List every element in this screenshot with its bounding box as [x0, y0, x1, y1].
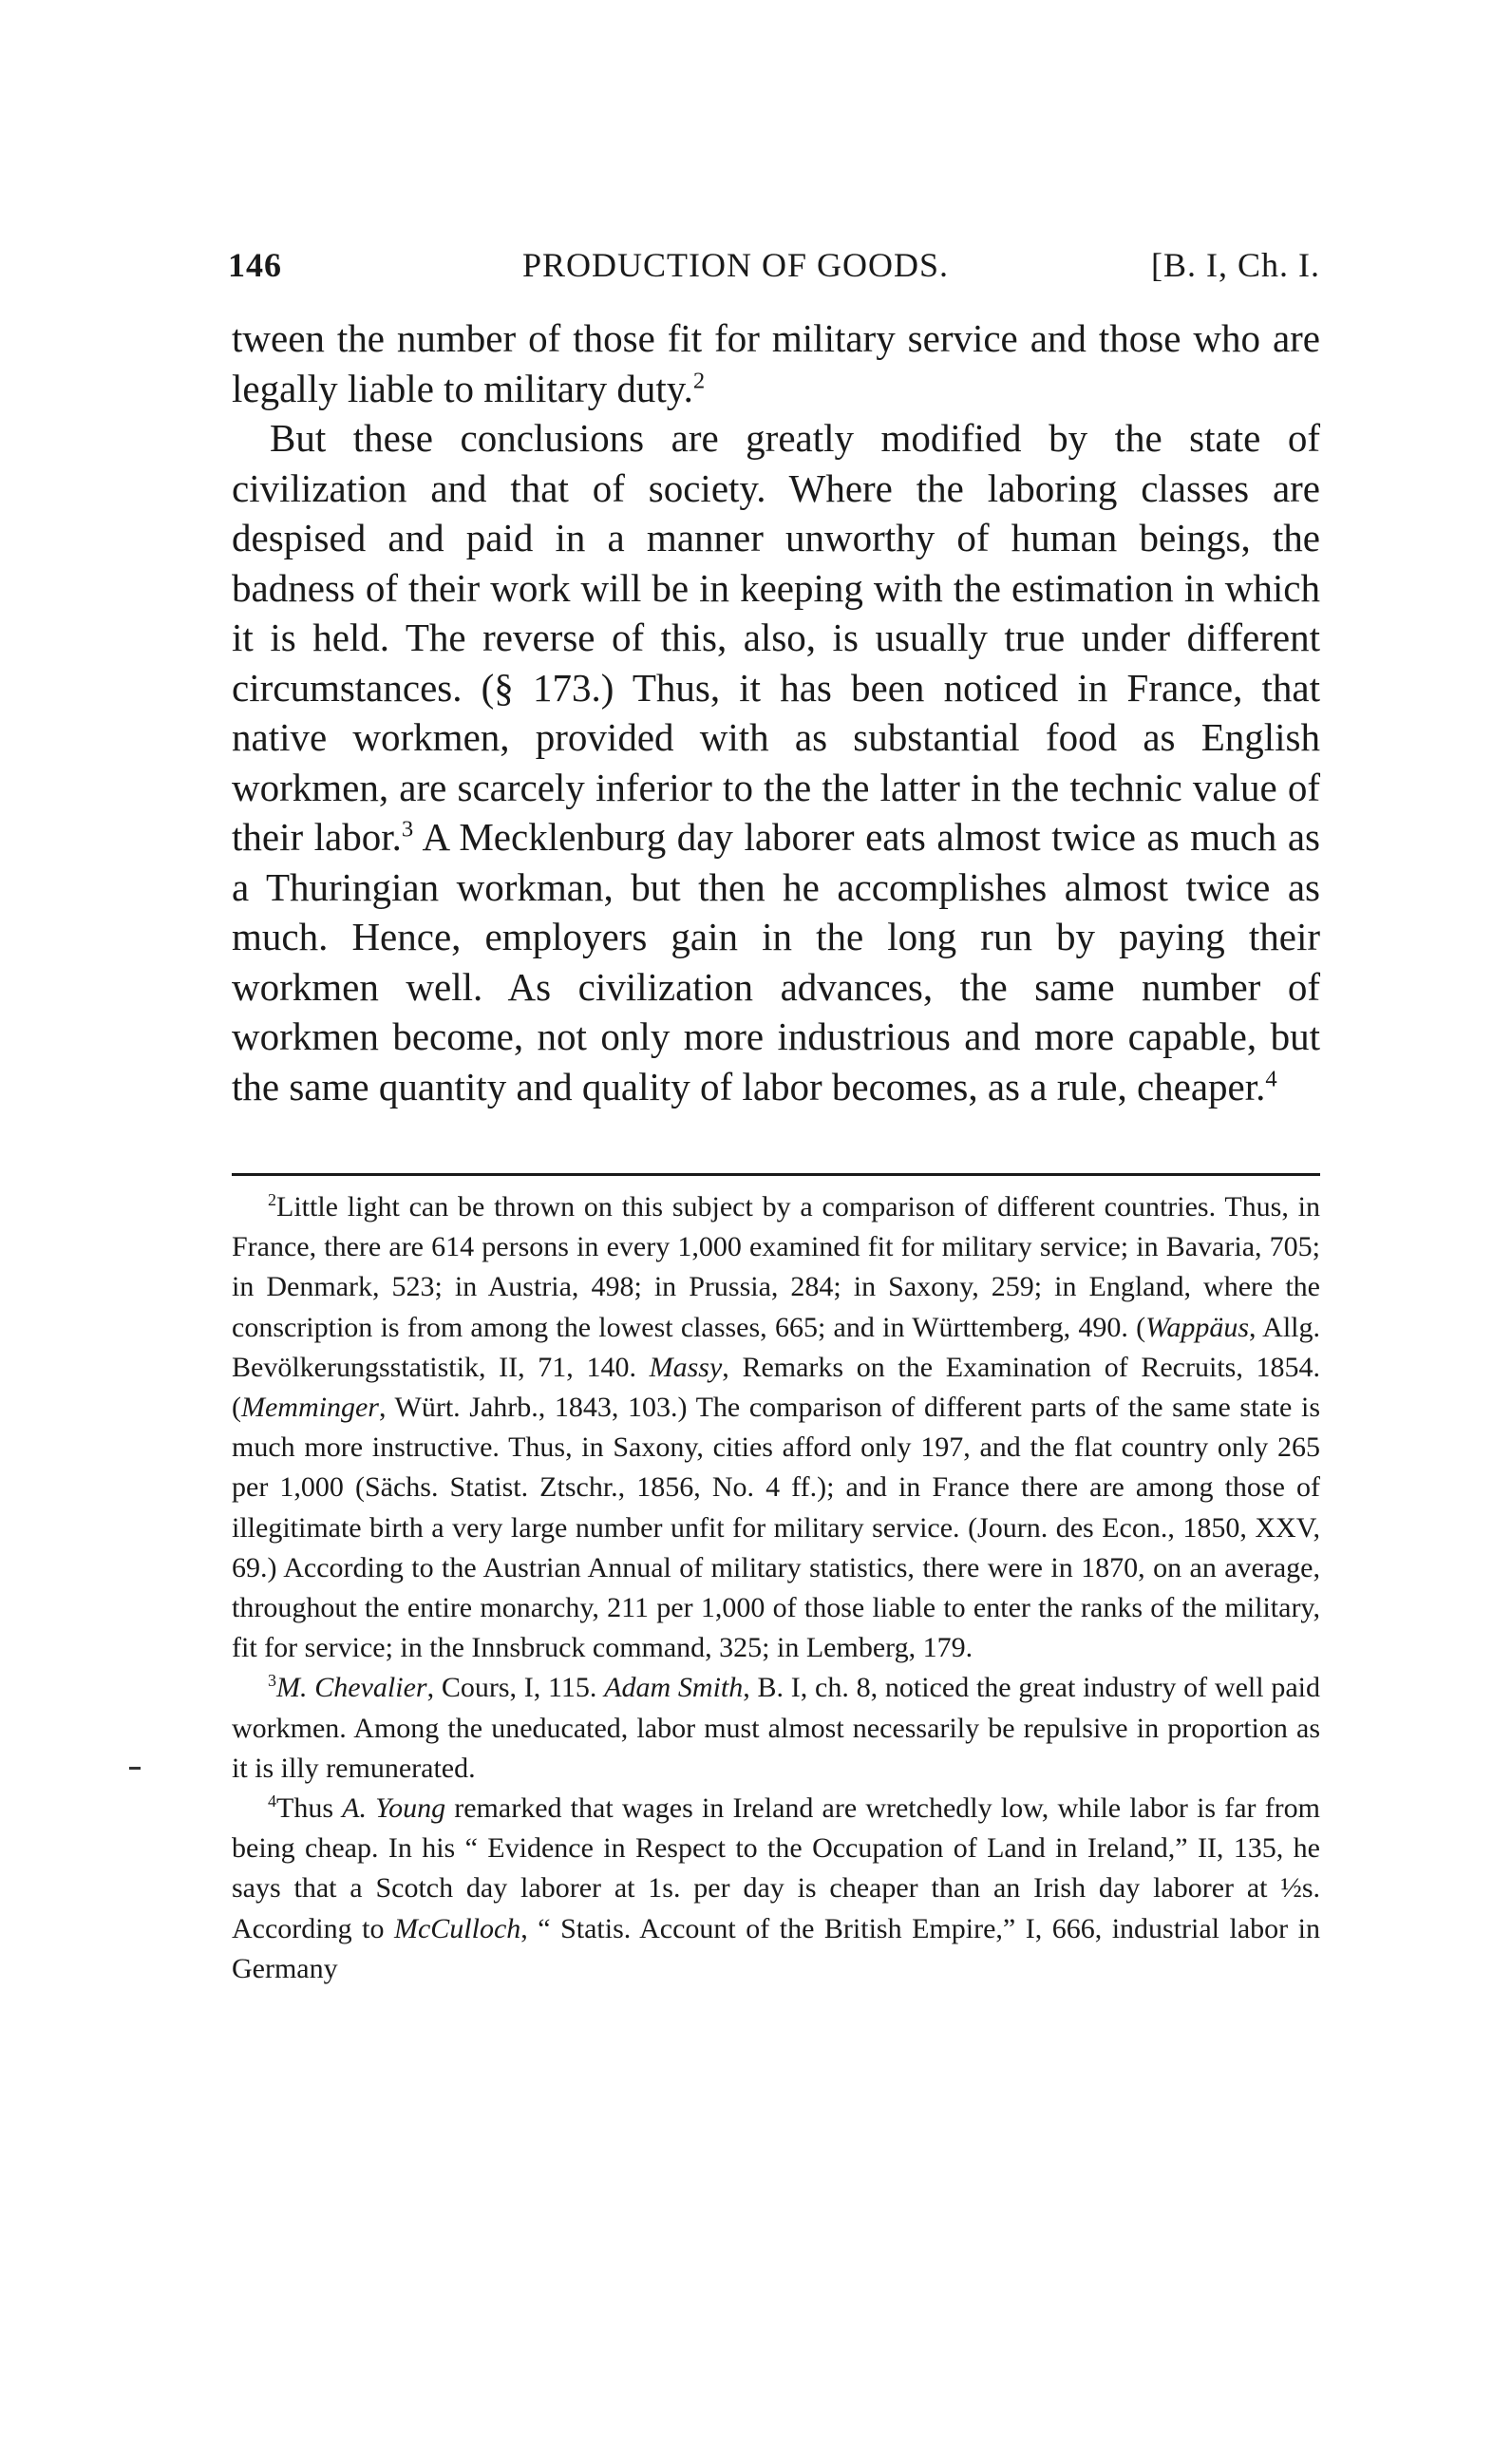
footnote-text: Thus	[276, 1792, 343, 1825]
author-name: Massy	[649, 1351, 723, 1383]
footnote-text: Little light can be thrown on this subject by a comparison of different countries. Thus, in France, there are 614 persons in every 1,000 examined fit for military service; in Bavaria, 705; in Denmark, 523; in Austria, 498; in Prussia, 284; in Saxony, 259; in England, where the conscription is from among the lowest classes, 665; and in Württemberg, 490. (	[232, 1191, 1320, 1343]
footnote-ref: 3	[401, 816, 414, 843]
footnote-3	[232, 1668, 1320, 1789]
footnote-text: , Allg. Bevölkerungsstatistik, II, 71, 140.	[232, 1311, 1320, 1383]
author-name: M. Chevalier	[276, 1672, 427, 1704]
footnote-text: , Cours, I, 115.	[426, 1672, 605, 1704]
footnote-ref: 2	[692, 367, 706, 393]
page-number: 146	[228, 246, 282, 284]
author-name: Adam Smith	[604, 1672, 744, 1704]
footnotes	[232, 1187, 1320, 1989]
footnote-ref: 4	[1265, 1065, 1277, 1091]
footnote-divider	[232, 1173, 1320, 1176]
footnote-text: , “ Statis. Account of the British Empire,” I, 666, industrial labor in Germany	[232, 1912, 1320, 1984]
footnote-text: remarked that wages in Ireland are wretchedly low, while labor is far from being cheap. In his “ Evidence in Respect to the Occupation of Land in Ireland,” II, 135, he says that a Scotch day laborer at 1s. per day is cheaper than an Irish day laborer at ½s. According to	[232, 1792, 1321, 1944]
footnote-mark: 4	[268, 1791, 276, 1811]
paragraph	[232, 413, 1320, 1111]
footnote-4	[232, 1789, 1320, 1989]
footnote-mark: 3	[268, 1671, 276, 1691]
author-name: A. Young	[342, 1792, 446, 1825]
main-text	[232, 313, 1320, 1111]
running-title: PRODUCTION OF GOODS.	[522, 246, 950, 284]
author-name: Memminger	[241, 1392, 379, 1424]
paragraph	[232, 313, 1320, 413]
paragraph-text: But these conclusions are greatly modified by the state of civilization and that of society. Where the laboring classes are despised and paid in a manner unworthy of human beings, the badness of their work will be in keeping with the estimation in which it is held. The reverse of this, also, is usually true under different circumstances. (§ 173.) Thus, it has been noticed in France, that native workmen, provided with as substantial food as English workmen, are scarcely inferior to the the latter in the technic value of their labor.	[232, 416, 1320, 859]
footnote-text: , B. I, ch. 8, noticed the great industry of well paid workmen. Among the uneducated, labor must almost necessarily be repulsive in proportion as it is illy remunerated.	[232, 1672, 1320, 1784]
paragraph-text: tween the number of those fit for military service and those who are legally liable to military duty.	[232, 316, 1320, 410]
footnote-2	[232, 1187, 1320, 1668]
margin-mark	[129, 1767, 141, 1770]
section-reference: [B. I, Ch. I.	[1151, 246, 1320, 284]
author-name: McCulloch	[393, 1912, 521, 1944]
paragraph-text: A Mecklenburg day laborer eats almost twice as much as a Thuringian workman, but then he accomplishes almost twice as much. Hence, employers gain in the long run by paying their workmen well. As civilization advances, the same number of workmen become, not only more industrious and more capable, but the same quantity and quality of labor becomes, as a rule, cheaper.	[232, 815, 1320, 1109]
author-name: Wappäus	[1145, 1311, 1250, 1343]
footnote-mark: 2	[268, 1190, 276, 1209]
running-header	[228, 245, 1320, 293]
footnote-text: , Remarks on the Examination of Recruits, 1854. (	[232, 1351, 1320, 1424]
footnote-text: , Würt. Jahrb., 1843, 103.) The comparison of different parts of the same state is much more instructive. Thus, in Saxony, cities afford only 197, and the flat country only 265 per 1,000 (Sächs. Statist. Ztschr., 1856, No. 4 ff.); and in France there are among those of illegitimate birth a very large number unfit for military service. (Journ. des Econ., 1850, XXV, 69.) According to the Austrian Annual of military statistics, there were in 1870, on an average, throughout the entire monarchy, 211 per 1,000 of those liable to enter the ranks of the military, fit for service; in the Innsbruck command, 325; in Lemberg, 179.	[232, 1392, 1320, 1664]
